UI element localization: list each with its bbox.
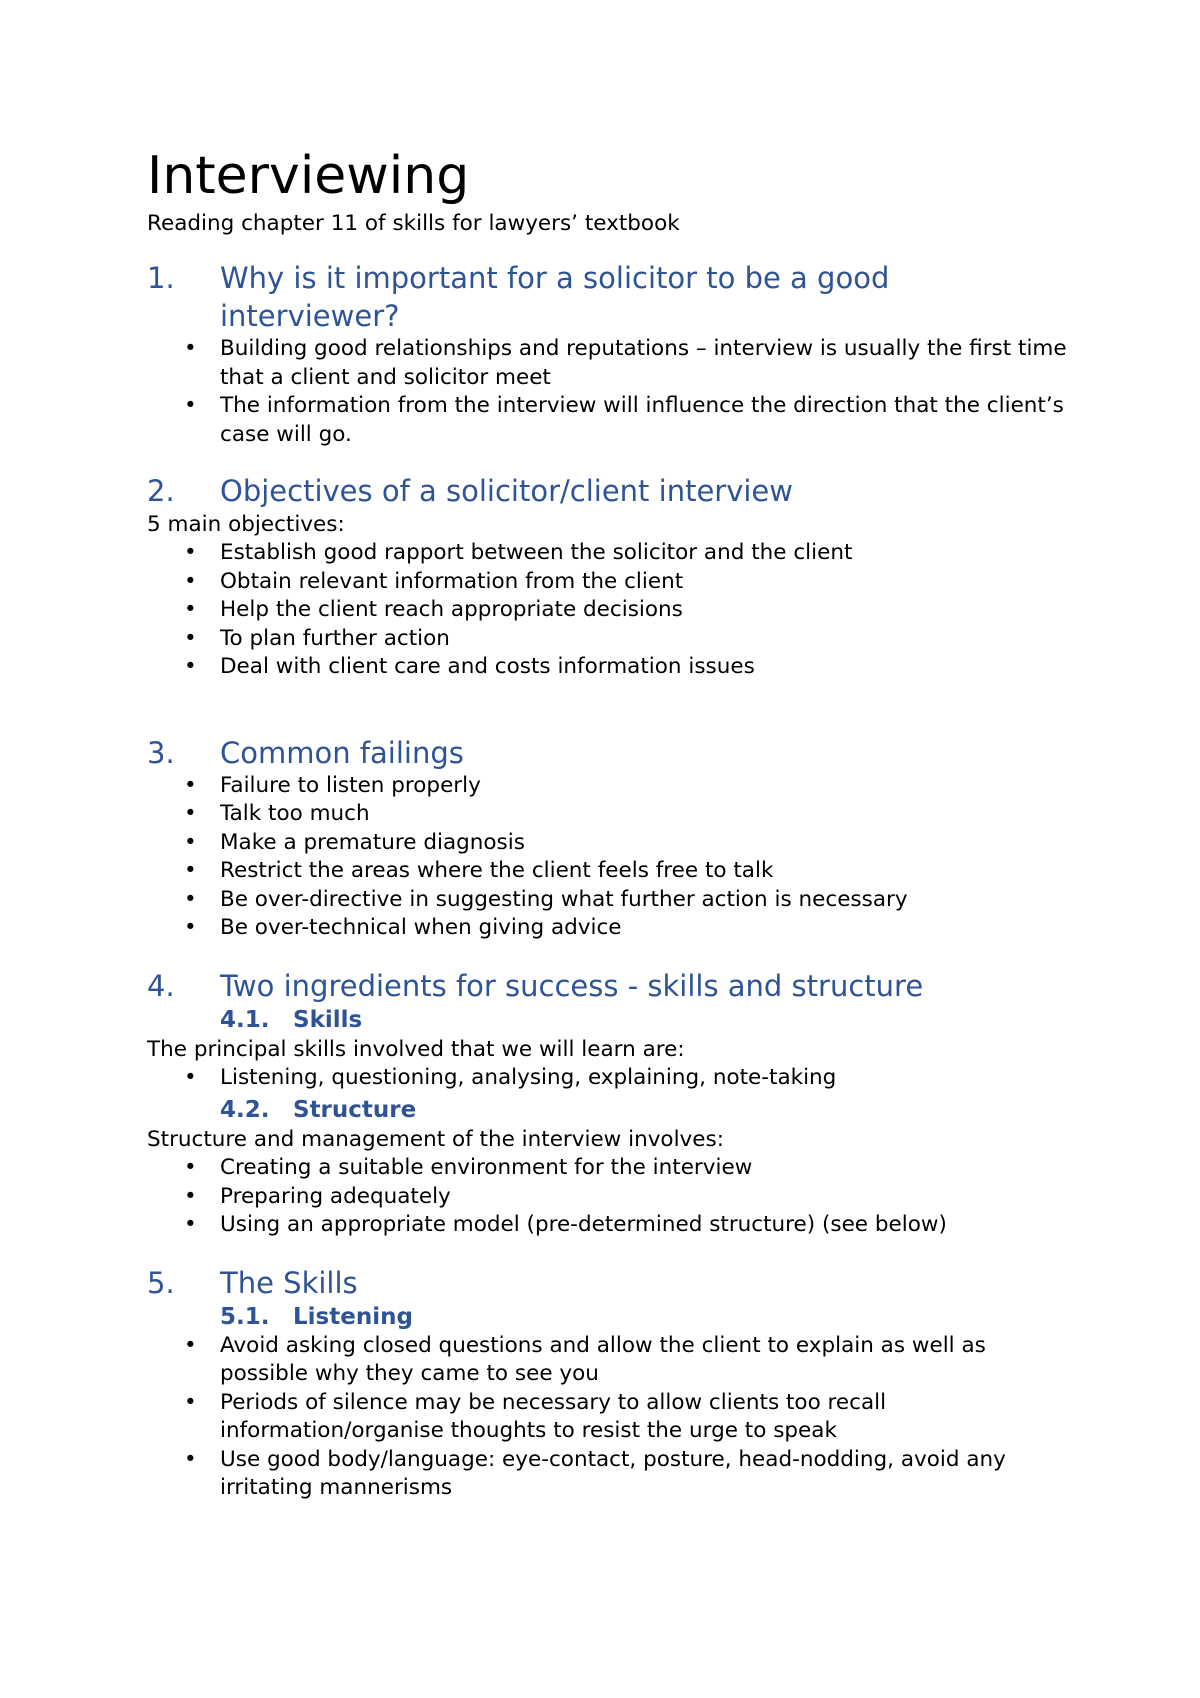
section-title: Common failings [220,735,464,770]
subsection-title: Skills [293,1006,363,1033]
list-item: • Building good relationships and reputations – interview is usually the first time that a client and solicitor meet [147,335,1077,392]
section-5-heading [147,1264,1077,1302]
section-title: Objectives of a solicitor/client interview [220,474,793,508]
subsection-4-1-list [147,1064,1077,1093]
list-item: • Talk too much [147,800,1077,829]
list-item: • Creating a suitable environment for the interview [147,1154,1077,1183]
subsection-number: 5.1. [220,1303,270,1330]
document-content [147,143,1077,1503]
subsection-4-1-intro: The principal skills involved that we will learn are: [147,1036,685,1062]
list-item: • Restrict the areas where the client feels free to talk [147,857,1077,886]
subsection-4-2-list [147,1154,1077,1240]
subsection-5-1-heading [220,1302,1077,1332]
subsection-4-2-heading [220,1095,1077,1125]
document-title: Interviewing [147,146,470,206]
subsection-title: Structure [293,1097,417,1123]
list-item: • Make a premature diagnosis [147,829,1077,858]
subsection-number: 4.1. [220,1006,270,1033]
document-subtitle: Reading chapter 11 of skills for lawyers’ textbook [147,211,680,236]
list-item: • Be over-technical when giving advice [147,914,1077,943]
section-number: 5. [147,1265,175,1300]
list-item: • Listening, questioning, analysing, explaining, note-taking [147,1064,1077,1093]
section-number: 2. [147,474,175,508]
section-1-list [147,335,1077,449]
section-2-list [147,539,1077,682]
subsection-4-1-heading [220,1005,1077,1035]
list-item: • To plan further action [147,625,1077,654]
list-item: • Be over-directive in suggesting what further action is necessary [147,886,1077,915]
section-number: 3. [147,735,175,770]
list-item: • Using an appropriate model (pre-determined structure) (see below) [147,1211,1077,1240]
section-number: 4. [147,968,175,1003]
section-3-list [147,772,1077,943]
list-item: • Obtain relevant information from the client [147,568,1077,597]
section-2-intro: 5 main objectives: [147,512,345,537]
section-1-heading [147,259,1077,335]
section-2-heading [147,472,1077,510]
list-item: • Use good body/language: eye-contact, posture, head-nodding, avoid any irritating mannerisms [147,1446,1077,1503]
subsection-number: 4.2. [220,1097,270,1123]
subsection-5-1-list [147,1332,1077,1503]
subsection-4-2-intro: Structure and management of the interview involves: [147,1127,724,1152]
section-3-heading [147,734,1077,772]
section-title: The Skills [220,1265,358,1300]
list-item: • The information from the interview will influence the direction that the client’s case will go. [147,392,1077,449]
list-item: • Deal with client care and costs information issues [147,653,1077,682]
section-title: Two ingredients for success - skills and structure [220,968,924,1003]
section-4-heading [147,967,1077,1005]
section-title: Why is it important for a solicitor to be a good interviewer? [220,261,890,333]
subsection-title: Listening [293,1303,413,1330]
list-item: • Failure to listen properly [147,772,1077,801]
list-item: • Periods of silence may be necessary to allow clients too recall information/organise thoughts to resist the urge to speak [147,1389,1077,1446]
list-item: • Help the client reach appropriate decisions [147,596,1077,625]
list-item: • Establish good rapport between the solicitor and the client [147,539,1077,568]
list-item: • Preparing adequately [147,1183,1077,1212]
list-item: • Avoid asking closed questions and allow the client to explain as well as possible why they came to see you [147,1332,1077,1389]
section-number: 1. [147,261,175,295]
